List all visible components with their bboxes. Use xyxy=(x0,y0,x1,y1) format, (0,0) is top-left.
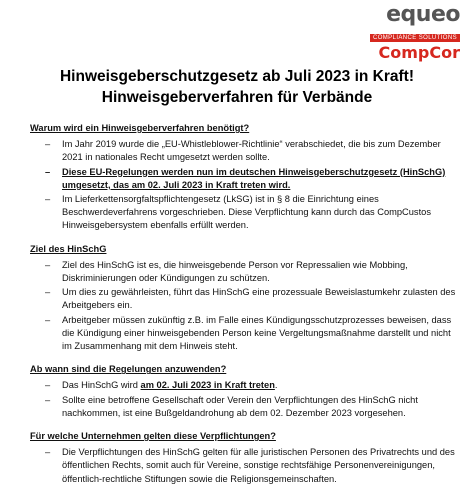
document-body xyxy=(30,122,460,496)
logo-tagline: COMPLIANCE SOLUTIONS xyxy=(370,34,460,42)
effective-date: am 02. Juli 2023 in Kraft treten xyxy=(140,380,275,391)
bullet-list xyxy=(30,446,460,486)
dash-bullet-icon: – xyxy=(45,287,51,298)
logo-wordmark: equeo xyxy=(386,2,460,27)
bullet-list xyxy=(30,259,460,353)
document-title-block xyxy=(0,66,474,108)
section-when xyxy=(30,363,460,420)
company-logo xyxy=(348,4,460,62)
list-item: – Um dies zu gewährleisten, führt das HinSchG eine prozessuale Beweislastumkehr zulasten des Arbeitgebers ein. xyxy=(45,287,456,311)
logo-brand-name: CompCor xyxy=(378,43,460,62)
list-item: – Arbeitgeber müssen zukünftig z.B. im Falle eines Kündigungsschutzprozesses beweisen, dass die Kündigung einer hinweisgebenden Person keine Vergeltungsmaßnahme darstellt und nicht im Zusammenhang mit dem Hinweis steht. xyxy=(45,314,452,352)
section-why xyxy=(30,122,460,233)
section-heading: Ab wann sind die Regelungen anzuwenden? xyxy=(30,364,227,375)
list-item: – Diese EU-Regelungen werden nun im deutschen Hinweisgeberschutzgesetz (HinSchG) umgesetzt, das am 02. Juli 2023 in Kraft treten wird. xyxy=(45,166,446,190)
dash-bullet-icon: – xyxy=(45,314,51,325)
section-goal xyxy=(30,243,460,354)
document-title: Hinweisgeberschutzgesetz ab Juli 2023 in Kraft! xyxy=(59,68,415,85)
dash-bullet-icon: – xyxy=(45,259,51,270)
section-who xyxy=(30,430,460,486)
document-subtitle: Hinweisgeberverfahren für Verbände xyxy=(101,89,373,106)
section-heading: Ziel des HinSchG xyxy=(30,243,107,254)
dash-bullet-icon: – xyxy=(45,166,51,177)
dash-bullet-icon: – xyxy=(45,447,51,458)
bullet-list xyxy=(30,379,460,420)
list-item: – Im Lieferkettensorgfaltspflichtengesetz (LkSG) ist in § 8 die Einrichtung eines Beschwerdeverfahrens vorgeschrieben. Diese Verpflichtung kann durch das CompCustos Hinweisgebersystem ebenfalls erfüllt werden. xyxy=(45,194,431,231)
list-item: – Das HinSchG wird am 02. Juli 2023 in Kraft treten. xyxy=(30,379,460,392)
dash-bullet-icon: – xyxy=(45,380,51,391)
section-heading: Für welche Unternehmen gelten diese Verpflichtungen? xyxy=(30,431,276,442)
bullet-list xyxy=(30,138,460,232)
list-item: – Ziel des HinSchG ist es, die hinweisgebende Person vor Repressalien wie Mobbing, Diskriminierungen oder Kündigungen zu schützen. xyxy=(45,259,408,284)
dash-bullet-icon: – xyxy=(45,139,51,150)
section-heading: Warum wird ein Hinweisgeberverfahren benötigt? xyxy=(30,123,250,133)
list-item: – Sollte eine betroffene Gesellschaft oder Verein den Verpflichtungen des HinSchG nicht nachkommen, ist eine Bußgeldandrohung ab dem 02. Dezember 2023 vorgesehen. xyxy=(45,394,418,418)
dash-bullet-icon: – xyxy=(45,394,51,405)
dash-bullet-icon: – xyxy=(45,194,51,205)
list-item: – Im Jahr 2019 wurde die „EU-Whistleblower-Richtlinie“ verabschiedet, die bis zum Dezember 2021 in nationales Recht umgesetzt werden sollte. xyxy=(45,139,441,163)
list-item: – Die Verpflichtungen des HinSchG gelten für alle juristischen Personen des Privatrechts und des öffentlichen Rechts, somit auch für Vereine, sonstige rechtsfähige Personenvereinigungen, öffentlich-rechtliche Stiftungen sowie die Religionsgemeinschaften. xyxy=(45,447,455,484)
